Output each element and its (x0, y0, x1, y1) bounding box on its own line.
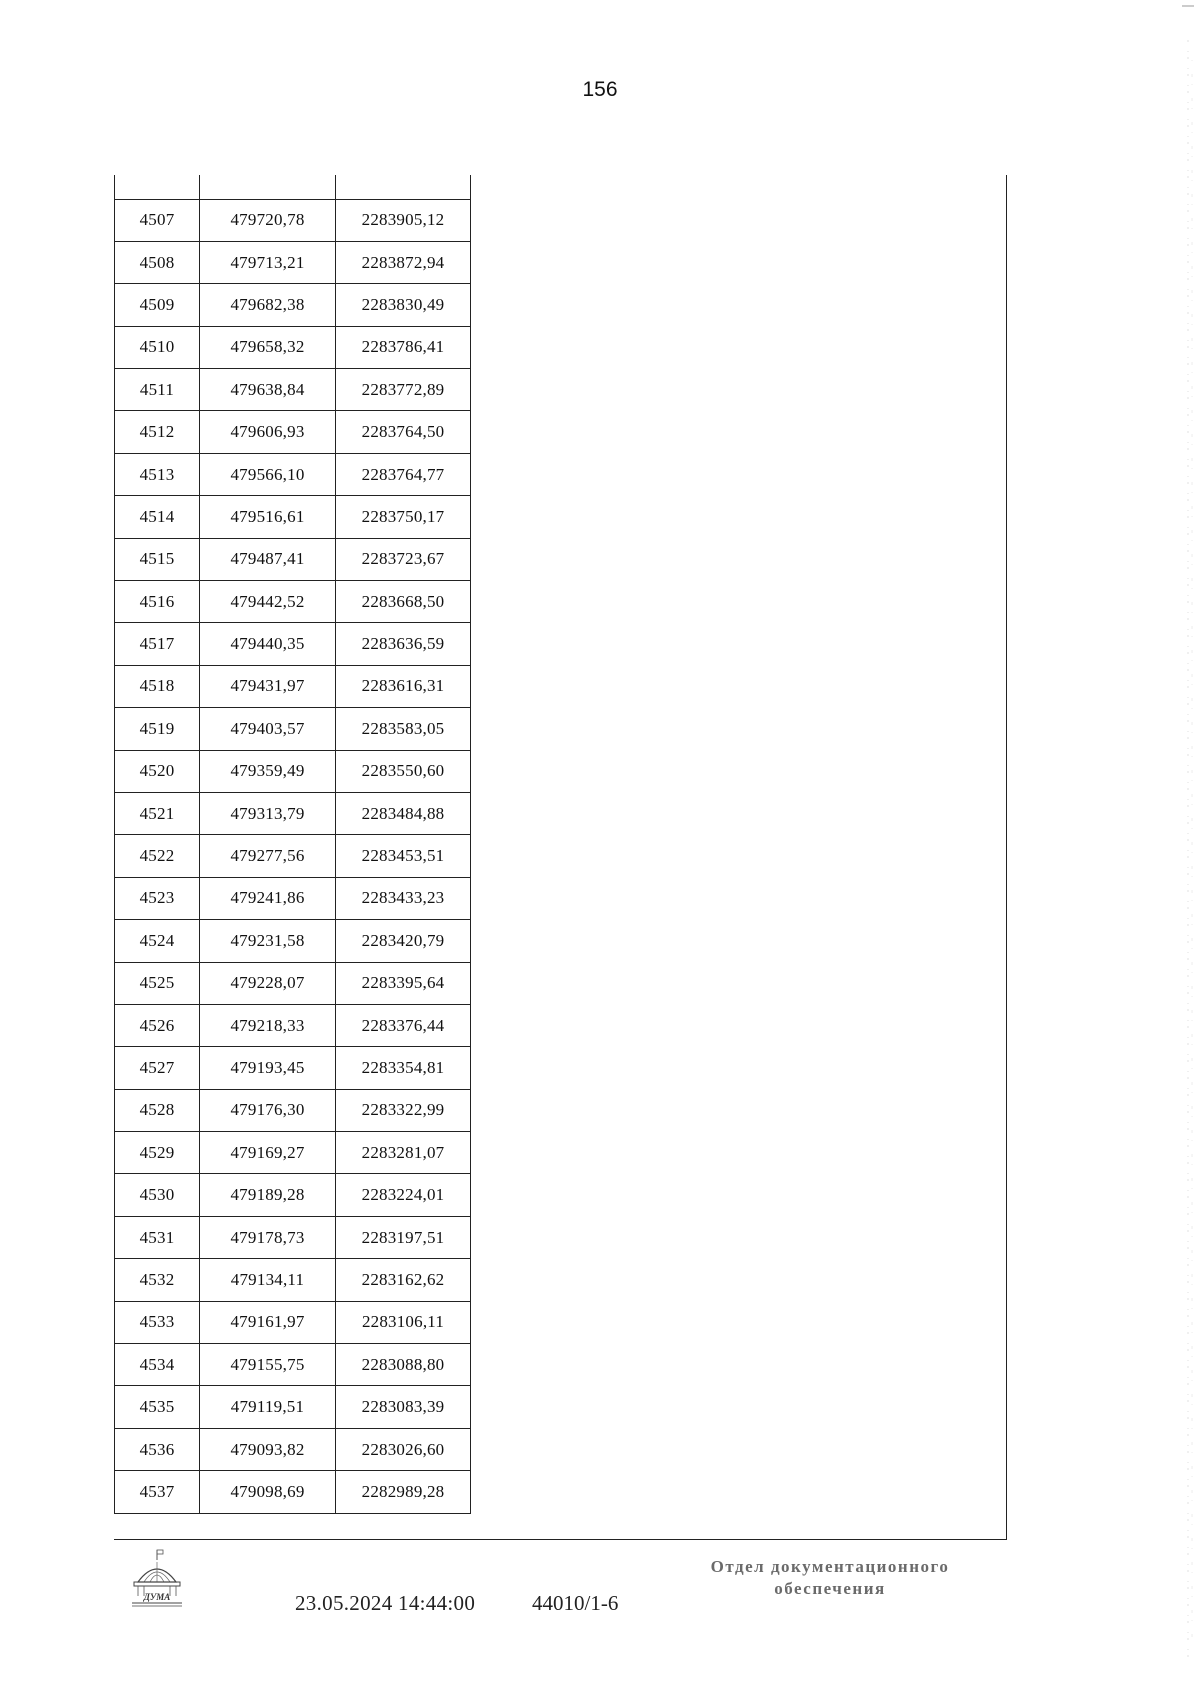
x-coordinate-cell: 479516,61 (200, 496, 336, 538)
point-number-cell: 4520 (115, 750, 200, 792)
table-row (115, 623, 471, 665)
y-coordinate-cell: 2283723,67 (336, 538, 471, 580)
table-row (115, 1428, 471, 1470)
x-coordinate-cell: 479231,58 (200, 920, 336, 962)
point-number-cell: 4525 (115, 962, 200, 1004)
point-number-cell: 4534 (115, 1344, 200, 1386)
point-number-cell: 4526 (115, 1004, 200, 1046)
y-coordinate-cell: 2283636,59 (336, 623, 471, 665)
x-coordinate-cell: 479638,84 (200, 369, 336, 411)
table-row (115, 581, 471, 623)
point-number-cell: 4531 (115, 1216, 200, 1258)
x-coordinate-cell: 479241,86 (200, 877, 336, 919)
y-coordinate-cell: 2283026,60 (336, 1428, 471, 1470)
y-coordinate-cell: 2283453,51 (336, 835, 471, 877)
page-number: 156 (582, 78, 618, 101)
y-coordinate-cell: 2283872,94 (336, 241, 471, 283)
point-number-cell: 4519 (115, 708, 200, 750)
table-header-stub (115, 175, 471, 199)
x-coordinate-cell: 479093,82 (200, 1428, 336, 1470)
point-number-cell: 4523 (115, 877, 200, 919)
table-row (115, 792, 471, 834)
y-coordinate-cell: 2283484,88 (336, 792, 471, 834)
table-row (115, 1216, 471, 1258)
table-row (115, 1047, 471, 1089)
y-coordinate-cell: 2283668,50 (336, 581, 471, 623)
y-coordinate-cell: 2283420,79 (336, 920, 471, 962)
x-coordinate-cell: 479169,27 (200, 1132, 336, 1174)
y-coordinate-cell: 2283905,12 (336, 199, 471, 241)
point-number-cell: 4514 (115, 496, 200, 538)
x-coordinate-cell: 479178,73 (200, 1216, 336, 1258)
y-coordinate-cell: 2283550,60 (336, 750, 471, 792)
y-coordinate-cell: 2283830,49 (336, 284, 471, 326)
stamp-line-2: обеспечения (774, 1579, 886, 1598)
table-row (115, 199, 471, 241)
svg-text:ДУМА: ДУМА (143, 1592, 171, 1602)
y-coordinate-cell: 2283224,01 (336, 1174, 471, 1216)
x-coordinate-cell: 479403,57 (200, 708, 336, 750)
y-coordinate-cell: 2283750,17 (336, 496, 471, 538)
table-row (115, 1471, 471, 1513)
point-number-cell: 4512 (115, 411, 200, 453)
y-coordinate-cell: 2283772,89 (336, 369, 471, 411)
x-coordinate-cell: 479658,32 (200, 326, 336, 368)
y-coordinate-cell: 2282989,28 (336, 1471, 471, 1513)
point-number-cell: 4515 (115, 538, 200, 580)
table-row (115, 1259, 471, 1301)
point-number-cell: 4508 (115, 241, 200, 283)
x-coordinate-cell: 479277,56 (200, 835, 336, 877)
table-row (115, 1386, 471, 1428)
point-number-cell: 4516 (115, 581, 200, 623)
point-number-cell: 4513 (115, 453, 200, 495)
table-row (115, 877, 471, 919)
point-number-cell: 4527 (115, 1047, 200, 1089)
y-coordinate-cell: 2283395,64 (336, 962, 471, 1004)
coordinates-table-body (115, 175, 471, 1513)
point-number-cell: 4528 (115, 1089, 200, 1131)
point-number-cell: 4507 (115, 199, 200, 241)
point-number-cell: 4530 (115, 1174, 200, 1216)
scan-edge-artifact (1176, 0, 1196, 1695)
x-coordinate-cell: 479487,41 (200, 538, 336, 580)
point-number-cell: 4510 (115, 326, 200, 368)
x-coordinate-cell: 479228,07 (200, 962, 336, 1004)
table-row (115, 241, 471, 283)
x-coordinate-cell: 479119,51 (200, 1386, 336, 1428)
y-coordinate-cell: 2283322,99 (336, 1089, 471, 1131)
x-coordinate-cell: 479713,21 (200, 241, 336, 283)
point-number-cell: 4532 (115, 1259, 200, 1301)
table-row (115, 1089, 471, 1131)
department-stamp (665, 1556, 995, 1600)
footer-date: 23.05.2024 14:44:00 (295, 1591, 476, 1615)
y-coordinate-cell: 2283786,41 (336, 326, 471, 368)
x-coordinate-cell: 479176,30 (200, 1089, 336, 1131)
table-row (115, 1132, 471, 1174)
table-row (115, 1301, 471, 1343)
x-coordinate-cell: 479606,93 (200, 411, 336, 453)
x-coordinate-cell: 479682,38 (200, 284, 336, 326)
table-row (115, 284, 471, 326)
x-coordinate-cell: 479161,97 (200, 1301, 336, 1343)
table-row (115, 453, 471, 495)
y-coordinate-cell: 2283197,51 (336, 1216, 471, 1258)
point-number-cell: 4511 (115, 369, 200, 411)
header-cell-point (115, 175, 200, 199)
x-coordinate-cell: 479155,75 (200, 1344, 336, 1386)
table-row (115, 750, 471, 792)
table-row (115, 411, 471, 453)
point-number-cell: 4517 (115, 623, 200, 665)
x-coordinate-cell: 479440,35 (200, 623, 336, 665)
x-coordinate-cell: 479218,33 (200, 1004, 336, 1046)
duma-logo-icon (128, 1548, 186, 1610)
point-number-cell: 4537 (115, 1471, 200, 1513)
y-coordinate-cell: 2283354,81 (336, 1047, 471, 1089)
y-coordinate-cell: 2283083,39 (336, 1386, 471, 1428)
y-coordinate-cell: 2283106,11 (336, 1301, 471, 1343)
header-cell-y (336, 175, 471, 199)
footer-document-code: 44010/1-6 (532, 1591, 619, 1615)
table-row (115, 835, 471, 877)
point-number-cell: 4536 (115, 1428, 200, 1470)
point-number-cell: 4521 (115, 792, 200, 834)
y-coordinate-cell: 2283583,05 (336, 708, 471, 750)
x-coordinate-cell: 479313,79 (200, 792, 336, 834)
table-row (115, 962, 471, 1004)
point-number-cell: 4535 (115, 1386, 200, 1428)
point-number-cell: 4529 (115, 1132, 200, 1174)
table-row (115, 326, 471, 368)
point-number-cell: 4509 (115, 284, 200, 326)
table-row (115, 1344, 471, 1386)
table-row (115, 369, 471, 411)
point-number-cell: 4522 (115, 835, 200, 877)
point-number-cell: 4518 (115, 665, 200, 707)
point-number-cell: 4533 (115, 1301, 200, 1343)
x-coordinate-cell: 479720,78 (200, 199, 336, 241)
table-row (115, 665, 471, 707)
table-row (115, 1174, 471, 1216)
x-coordinate-cell: 479566,10 (200, 453, 336, 495)
x-coordinate-cell: 479193,45 (200, 1047, 336, 1089)
x-coordinate-cell: 479359,49 (200, 750, 336, 792)
table-row (115, 538, 471, 580)
y-coordinate-cell: 2283088,80 (336, 1344, 471, 1386)
x-coordinate-cell: 479098,69 (200, 1471, 336, 1513)
x-coordinate-cell: 479442,52 (200, 581, 336, 623)
y-coordinate-cell: 2283433,23 (336, 877, 471, 919)
header-cell-x (200, 175, 336, 199)
y-coordinate-cell: 2283616,31 (336, 665, 471, 707)
table-row (115, 920, 471, 962)
y-coordinate-cell: 2283162,62 (336, 1259, 471, 1301)
x-coordinate-cell: 479189,28 (200, 1174, 336, 1216)
table-row (115, 1004, 471, 1046)
stamp-line-1: Отдел документационного (710, 1557, 950, 1576)
y-coordinate-cell: 2283764,77 (336, 453, 471, 495)
y-coordinate-cell: 2283764,50 (336, 411, 471, 453)
y-coordinate-cell: 2283376,44 (336, 1004, 471, 1046)
point-number-cell: 4524 (115, 920, 200, 962)
y-coordinate-cell: 2283281,07 (336, 1132, 471, 1174)
table-row (115, 708, 471, 750)
x-coordinate-cell: 479134,11 (200, 1259, 336, 1301)
x-coordinate-cell: 479431,97 (200, 665, 336, 707)
table-row (115, 496, 471, 538)
coordinates-table (114, 175, 471, 1514)
